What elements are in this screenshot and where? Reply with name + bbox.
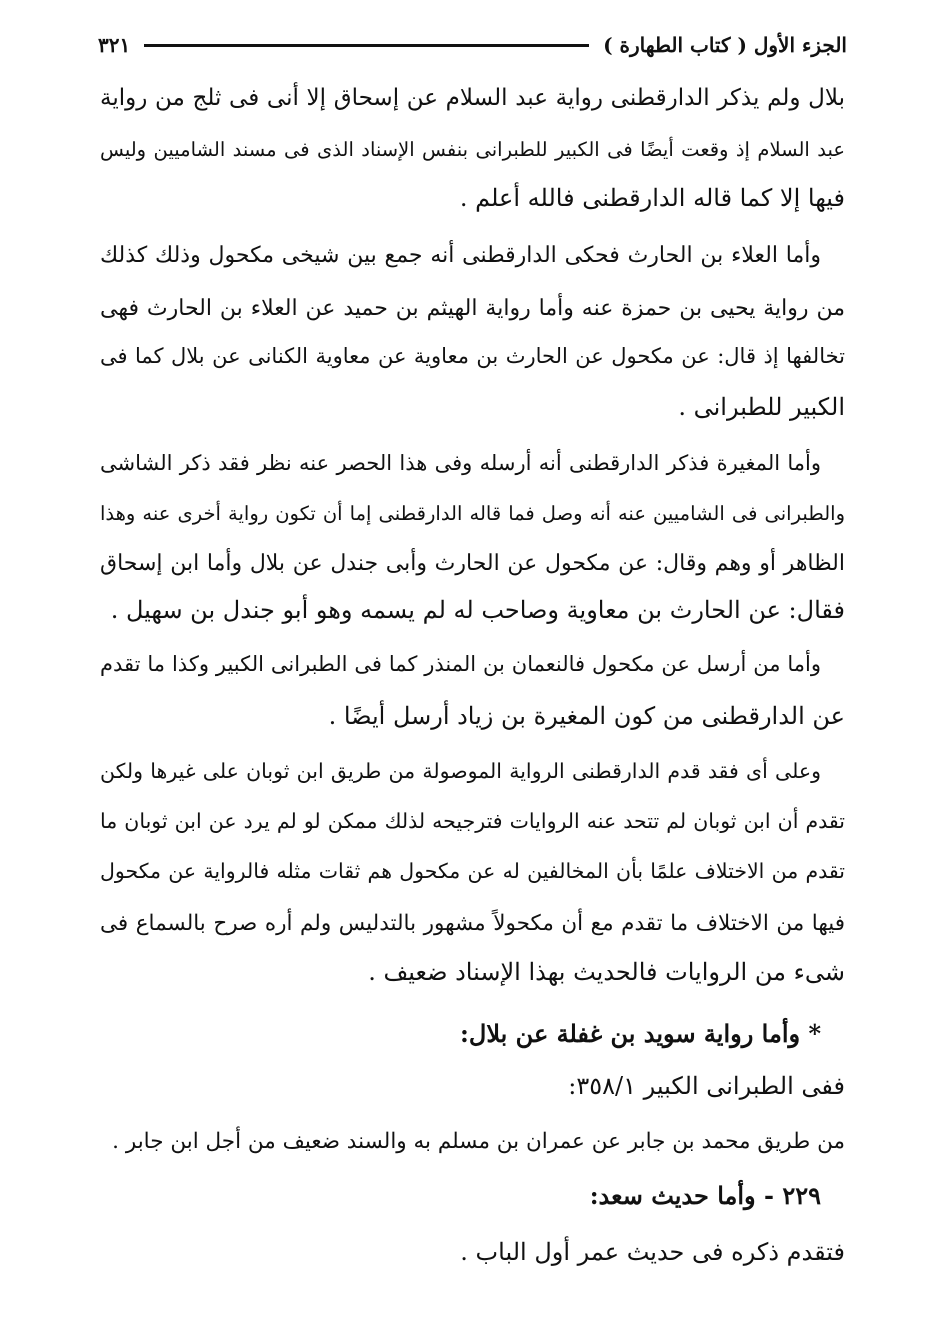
text-line: والطبرانى فى الشاميين عنه أنه وصل فما قاله الدارقطنى إما أن تكون رواية أخرى عنه وهذا bbox=[100, 502, 845, 525]
page-header bbox=[98, 28, 847, 62]
text-line: الظاهر أو وهم وقال: عن مكحول عن الحارث وأبى جندل عن بلال وأما ابن إسحاق bbox=[100, 551, 845, 576]
text-line: شىء من الروايات فالحديث بهذا الإسناد ضعيف . bbox=[368, 958, 845, 986]
text-line: فيها إلا كما قاله الدارقطنى فالله أعلم . bbox=[459, 184, 845, 212]
text-line: وعلى أى فقد قدم الدارقطنى الرواية الموصولة من طريق ابن ثوبان على غيرها ولكن bbox=[100, 759, 821, 783]
text-line: عن الدارقطنى من كون المغيرة بن زياد أرسل أيضًا . bbox=[328, 702, 845, 730]
header-rule bbox=[144, 44, 589, 47]
text-line: من طريق محمد بن جابر عن عمران بن مسلم به والسند ضعيف من أجل ابن جابر . bbox=[112, 1129, 845, 1154]
text-line: وأما من أرسل عن مكحول فالنعمان بن المنذر كما فى الطبرانى الكبير وكذا ما تقدم bbox=[100, 652, 821, 676]
section-heading: * وأما رواية سويد بن غفلة عن بلال: bbox=[460, 1019, 821, 1048]
text-line: عبد السلام إذ وقعت أيضًا فى الكبير للطبرانى بنفس الإسناد الذى فى مسند الشاميين وليس bbox=[100, 138, 845, 161]
text-line: وأما المغيرة فذكر الدارقطنى أنه أرسله وفى هذا الحصر عنه نظر فقد ذكر الشاشى bbox=[100, 451, 821, 475]
text-line: فتقدم ذكره فى حديث عمر أول الباب . bbox=[460, 1238, 845, 1266]
text-line: من رواية يحيى بن حمزة عنه وأما رواية الهيثم بن حميد عن العلاء بن الحارث فهى bbox=[100, 296, 845, 321]
text-line: فيها من الاختلاف ما تقدم مع أن مكحولاً مشهور بالتدليس ولم أره صرح بالسماع فى bbox=[100, 911, 845, 936]
text-line: تقدم أن ابن ثوبان لم تتحد عنه الروايات فترجيحه لذلك ممكن لو لم يرد عن ابن ثوبان ما bbox=[100, 809, 845, 833]
text-line: ففى الطبرانى الكبير ٣٥٨/١: bbox=[568, 1072, 845, 1100]
text-line: الكبير للطبرانى . bbox=[678, 393, 845, 421]
running-title: الجزء الأول ( كتاب الطهارة ) bbox=[603, 33, 847, 57]
section-heading: ٢٢٩ - وأما حديث سعد: bbox=[589, 1181, 821, 1210]
text-line: تخالفها إذ قال: عن مكحول عن الحارث بن معاوية عن معاوية الكنانى عن بلال كما فى bbox=[100, 344, 845, 368]
text-line: تقدم من الاختلاف علمًا بأن المخالفين له عن مكحول هم ثقات مثله فالرواية عن مكحول bbox=[100, 859, 845, 883]
text-line: فقال: عن الحارث بن معاوية وصاحب له لم يسمه وهو أبو جندل بن سهيل . bbox=[110, 596, 845, 624]
text-line: وأما العلاء بن الحارث فحكى الدارقطنى أنه جمع بين شيخى مكحول وذلك كذلك bbox=[100, 243, 821, 268]
text-line: بلال ولم يذكر الدارقطنى رواية عبد السلام عن إسحاق إلا أنى فى ثلج من رواية bbox=[100, 85, 845, 111]
page-number: ٣٢١ bbox=[98, 33, 131, 57]
